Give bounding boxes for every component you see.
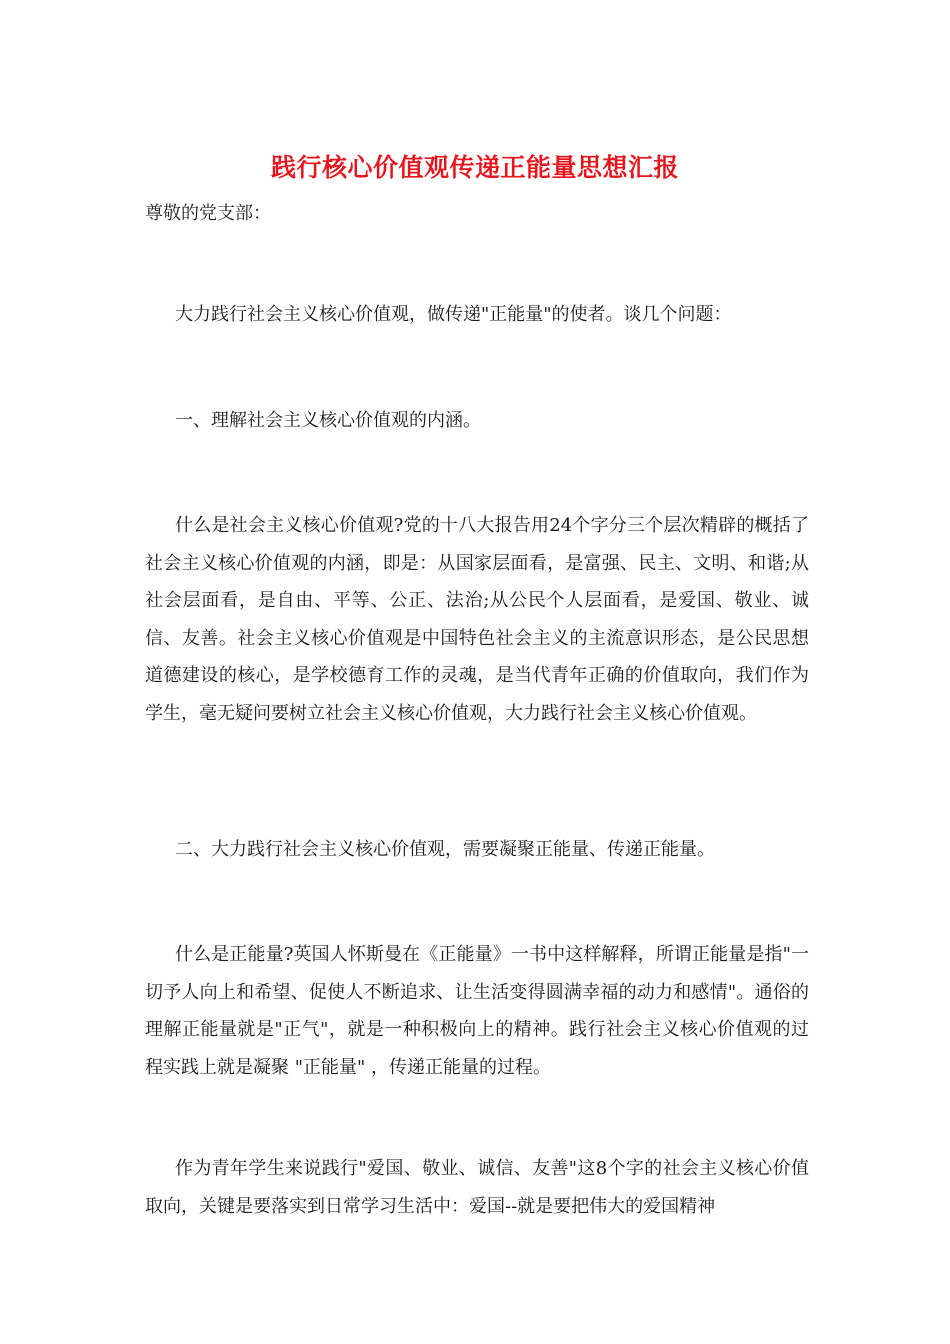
heading-section-2: 二、大力践行社会主义核心价值观，需要凝聚正能量、传递正能量。 xyxy=(175,839,715,860)
paragraph-intro: 大力践行社会主义核心价值观，做传递"正能量"的使者。谈几个问题： xyxy=(175,304,732,325)
paragraph-youth-practice: 作为青年学生来说践行"爱国、敬业、诚信、友善"这8个字的社会主义核心价值取向，关键是要落实到日常学习生活中：爱国--就是要把伟大的爱国精神 xyxy=(145,1158,809,1217)
paragraph-positive-energy: 什么是正能量?英国人怀斯曼在《正能量》一书中这样解释，所谓正能量是指"一切予人向上和希望、促使人不断追求、让生活变得圆满幸福的动力和感情"。通俗的理解正能量就是"正气"，就是一种积极向上的精神。践行社会主义核心价值观的过程实践上就是凝聚 "正能量" ，传递正能量的过程。 xyxy=(145,944,809,1078)
paragraph-core-values: 什么是社会主义核心价值观?党的十八大报告用24个字分三个层次精辟的概括了社会主义核心价值观的内涵，即是：从国家层面看，是富强、民主、文明、和谐;从社会层面看，是自由、平等、公正、法治;从公民个人层面看，是爱国、敬业、诚信、友善。社会主义核心价值观是中国特色社会主义的主流意识形态，是公民思想道德建设的核心，是学校德育工作的灵魂，是当代青年正确的价值取向，我们作为学生，毫无疑问要树立社会主义核心价值观，大力践行社会主义核心价值观。 xyxy=(145,515,809,724)
salutation: 尊敬的党支部： xyxy=(145,203,271,224)
document-title: 践行核心价值观传递正能量思想汇报 xyxy=(270,153,679,182)
heading-section-1: 一、理解社会主义核心价值观的内涵。 xyxy=(175,410,481,431)
